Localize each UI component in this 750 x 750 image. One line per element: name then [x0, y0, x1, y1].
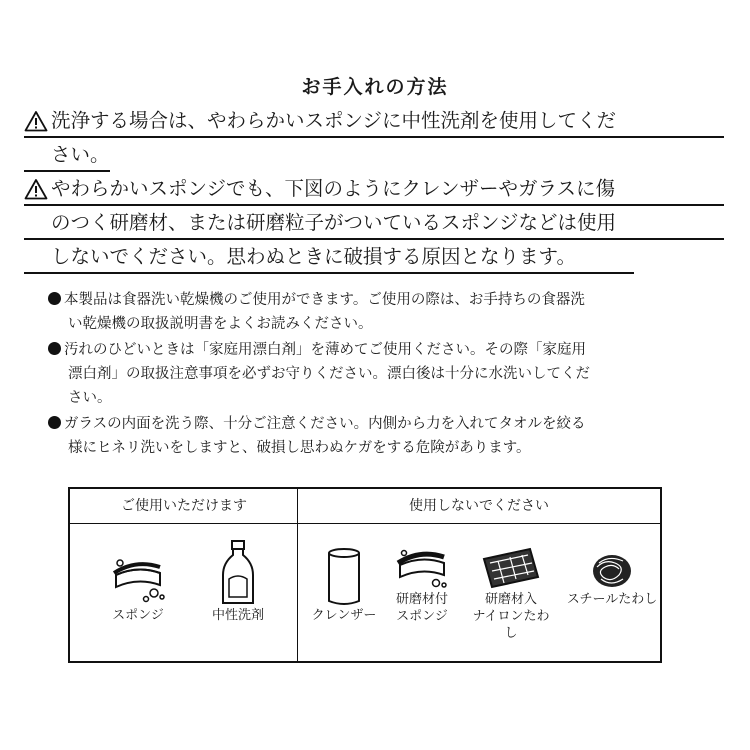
ng-item-abrasive-sponge	[386, 545, 458, 625]
warning-text: 洗浄する場合は、やわらかいスポンジに中性洗剤を使用してくだ	[51, 109, 617, 132]
warning-text: さい。	[51, 143, 110, 166]
notes-list	[48, 288, 718, 462]
ng-item-nylon-scrubber	[468, 545, 554, 642]
ng-item-cleanser	[308, 547, 380, 624]
warning-text: のつく研磨材、または研磨粒子がついているスポンジなどは使用	[51, 211, 617, 234]
ok-header: ご使用いただけます	[70, 489, 298, 524]
ok-item-detergent	[198, 539, 278, 624]
warning-block-1	[24, 104, 724, 172]
warning-line	[24, 172, 724, 206]
page-title: お手入れの方法	[301, 76, 449, 98]
item-label: 中性洗剤	[211, 608, 264, 623]
usage-table	[68, 487, 662, 663]
list-item	[48, 338, 718, 410]
abrasive-sponge-icon	[392, 545, 452, 591]
warning-line	[24, 206, 724, 240]
item-label: 研磨材付 スポンジ	[395, 592, 448, 624]
item-label: スチールたわし	[566, 592, 658, 607]
note-text: い乾燥機の取扱説明書をよくお読みください。	[68, 316, 373, 332]
warning-line	[24, 104, 724, 138]
warning-block-2	[24, 172, 724, 274]
list-item	[48, 412, 718, 460]
nylon-scrubber-icon	[480, 545, 542, 591]
note-text: 漂白剤」の取扱注意事項を必ずお守りください。漂白後は十分に水洗いしてくだ	[68, 366, 590, 382]
note-text: 汚れのひどいときは「家庭用漂白剤」を薄めてご使用ください。その際「家庭用	[64, 342, 586, 358]
warning-triangle-icon	[24, 110, 48, 132]
item-label: スポンジ	[112, 608, 164, 623]
list-item	[48, 288, 718, 336]
bullet-icon	[48, 292, 61, 305]
item-label: 研磨材入 ナイロンたわし	[472, 592, 550, 641]
warning-text: やわらかいスポンジでも、下図のようにクレンザーやガラスに傷	[51, 177, 615, 200]
steel-wool-icon	[589, 551, 635, 591]
ng-header: 使用しないでください	[298, 489, 660, 524]
warning-text: しないでください。思わぬときに破損する原因となります。	[51, 245, 576, 268]
sponge-icon	[106, 551, 170, 607]
ok-item-sponge	[98, 551, 178, 624]
warning-line	[24, 240, 634, 274]
bullet-icon	[48, 416, 61, 429]
note-text: 様にヒネリ洗いをしますと、破損し思わぬケガをする危険があります。	[68, 440, 531, 456]
ng-item-steel-wool	[564, 551, 660, 608]
warning-triangle-icon	[24, 178, 48, 200]
cleanser-can-icon	[324, 547, 364, 607]
warning-line	[24, 138, 110, 172]
table-divider	[297, 489, 298, 661]
item-label: クレンザー	[311, 608, 377, 623]
bullet-icon	[48, 342, 61, 355]
detergent-bottle-icon	[218, 539, 258, 607]
note-text: さい。	[68, 390, 112, 406]
note-text: ガラスの内面を洗う際、十分ご注意ください。内側から力を入れてタオルを絞る	[64, 416, 586, 432]
note-text: 本製品は食器洗い乾燥機のご使用ができます。ご使用の際は、お手持ちの食器洗	[64, 292, 585, 308]
